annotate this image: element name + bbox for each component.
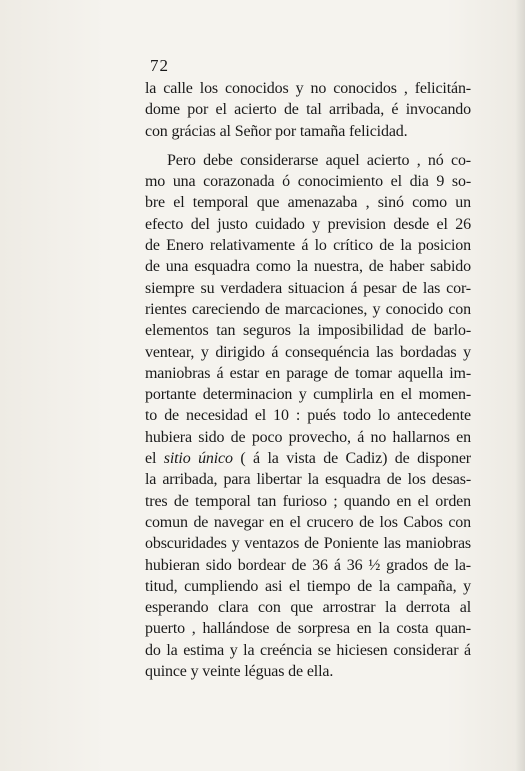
text-line: obscuridades y ventazos de Poniente las maniobras: [145, 535, 471, 553]
body-text: [145, 78, 471, 682]
page-edge-shadow: [515, 0, 525, 771]
text-line: comun de navegar en el crucero de los Cabos con: [145, 513, 471, 531]
text-line: de Enero relativamente á lo crítico de la posicion: [145, 237, 471, 255]
text-line: con grácias al Señor por tamaña felicidad.: [145, 122, 408, 140]
text-line: Pero debe considerarse aquel acierto , nó co-: [167, 151, 471, 169]
text-line: maniobras á estar en parage de tomar aquella im-: [145, 364, 471, 382]
text-line: dome por el acierto de tal arribada, é invocando: [145, 101, 471, 119]
text-line: to de necesidad el 10 : pués todo lo antecedente: [145, 407, 471, 425]
text-line: quince y veinte léguas de ella.: [145, 663, 334, 681]
text-line: la arribada, para libertar la esquadra de los desas-: [145, 471, 471, 489]
text-line: elementos tan seguros la imposibilidad de barlo-: [145, 322, 471, 340]
text-line: la calle los conocidos y no conocidos , felicitán-: [145, 80, 471, 97]
text-line: titud, cumpliendo asi el tiempo de la campaña, y: [145, 577, 471, 595]
text-line: hubiera sido de poco provecho, á no hallarnos en: [145, 428, 471, 446]
page-number: 72: [150, 56, 169, 75]
text-line: rientes careciendo de marcaciones, y conocido con: [145, 300, 471, 318]
text-line: do la estima y la creéncia se hiciesen considerar á: [145, 641, 471, 659]
text-line: portante determinacion y cumplirla en el momen-: [145, 386, 471, 404]
text-line: el sitio único ( á la vista de Cadiz) de disponer: [145, 450, 471, 468]
text-line: de una esquadra como la nuestra, de haber sabido: [145, 258, 471, 276]
text-line: siempre su verdadera situacion á pesar de las cor-: [145, 279, 471, 297]
text-line: tres de temporal tan furioso ; quando en el orden: [145, 492, 471, 510]
paragraph-gap: [145, 142, 471, 150]
text-line: hubieran sido bordear de 36 á 36 ½ grados de la-: [145, 556, 471, 574]
text-line: bre el temporal que amenazaba , sinó como un: [145, 194, 471, 212]
italic-phrase: sitio único: [163, 450, 233, 468]
text-line: efecto del justo cuidado y prevision desde el 26: [145, 215, 471, 233]
text-line: puerto , hallándose de sorpresa en la costa quan-: [145, 620, 471, 638]
text-line: ventear, y dirigido á consequéncia las bordadas y: [145, 343, 471, 361]
text-line: mo una corazonada ó conocimiento el dia 9 so-: [145, 173, 471, 191]
text-line: esperando clara con que arrostrar la derrota al: [145, 599, 471, 617]
